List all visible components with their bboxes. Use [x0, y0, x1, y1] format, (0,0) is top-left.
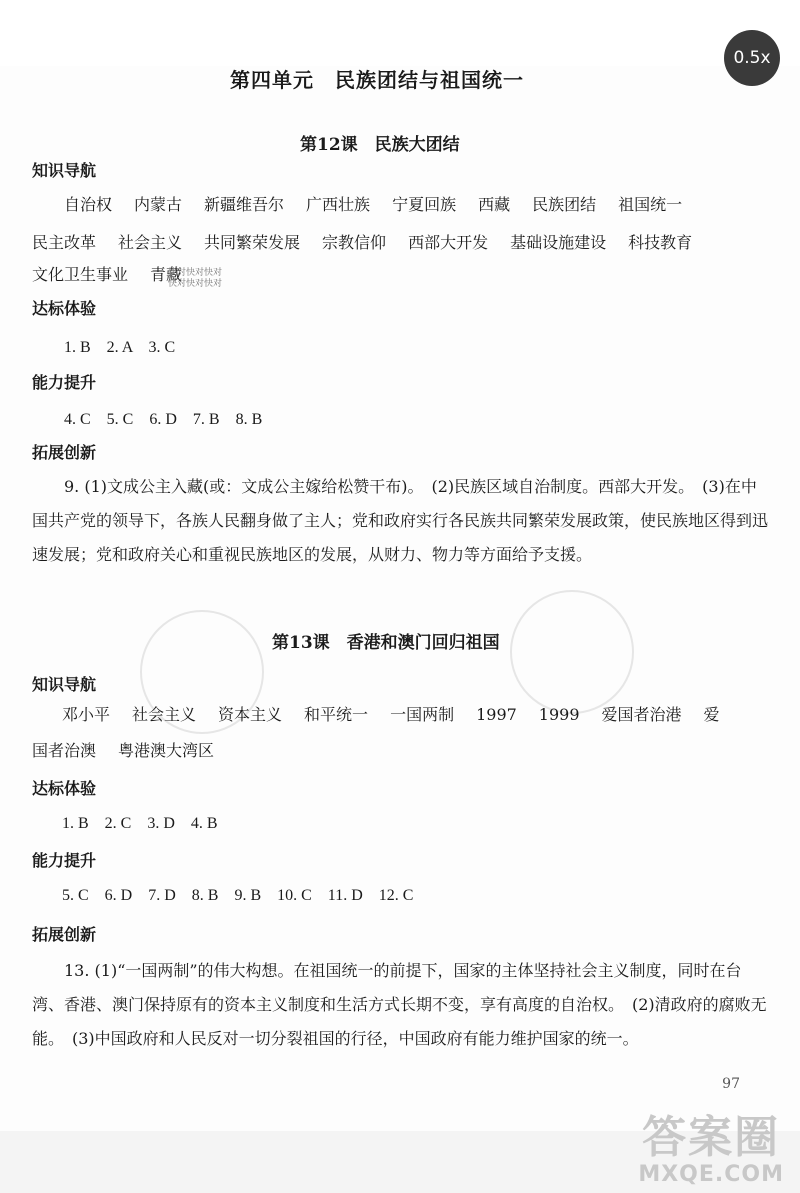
keyword: 粤港澳大湾区	[118, 741, 215, 760]
keyword: 内蒙古	[134, 195, 183, 214]
keyword: 1999	[538, 705, 580, 724]
keyword: 和平统一	[304, 705, 369, 724]
keyword: 西藏	[478, 195, 511, 214]
keyword: 国者治澳	[32, 741, 97, 760]
keyword: 科技教育	[628, 233, 693, 252]
keyword: 宗教信仰	[322, 233, 387, 252]
keyword: 文化卫生事业	[32, 265, 129, 284]
keyword: 基础设施建设	[510, 233, 607, 252]
zoom-level-button[interactable]: 0.5x	[724, 30, 780, 86]
section-ability: 能力提升	[32, 851, 97, 870]
keyword: 祖国统一	[618, 195, 683, 214]
section-expand: 拓展创新	[32, 443, 97, 462]
watermark-circle	[510, 590, 634, 714]
lesson-13-title: 第13课 香港和澳门回归祖国	[272, 633, 500, 653]
section-knowledge: 知识导航	[32, 675, 97, 694]
keyword-row-2	[32, 230, 714, 253]
keyword: 民族团结	[532, 195, 597, 214]
section-expand: 拓展创新	[32, 925, 97, 944]
keyword: 新疆维吾尔	[204, 195, 285, 214]
keyword: 爱国者治港	[601, 705, 682, 724]
standard-answers: 1. B 2. C 3. D 4. B	[62, 815, 218, 832]
keyword: 宁夏回族	[392, 195, 457, 214]
keyword: 社会主义	[132, 705, 197, 724]
keyword: 1997	[476, 705, 517, 724]
keyword: 广西壮族	[306, 195, 371, 214]
section-knowledge: 知识导航	[32, 161, 97, 180]
keyword: 爱	[703, 705, 720, 724]
top-bar	[0, 0, 800, 66]
expand-answer: 9. (1)文成公主入藏(或：文成公主嫁给松赞干布)。 (2)民族区域自治制度。西部大开发。 (3)在中国共产党的领导下，各族人民翻身做了主人；党和政府实行各民族共同繁荣发展政策，使民族地区得到迅速发展；党和政府关心和重视民族地区的发展，从财力、物力等方面给予支援。	[32, 477, 769, 564]
standard-answers: 1. B 2. A 3. C	[64, 339, 176, 356]
keyword: 一国两制	[390, 705, 455, 724]
keyword: 社会主义	[118, 233, 183, 252]
ability-answers: 5. C 6. D 7. D 8. B 9. B 10. C 11. D 12. C	[62, 887, 414, 904]
ability-answers: 4. C 5. C 6. D 7. B 8. B	[64, 411, 263, 428]
page-number: 97	[722, 1076, 740, 1092]
keyword: 青藏	[150, 265, 183, 284]
section-standard: 达标体验	[32, 299, 97, 318]
stamp-text: 快对快对快对 快对快对快对	[168, 268, 223, 289]
unit-title: 第四单元 民族团结与祖国统一	[230, 68, 524, 92]
keyword-row-1	[62, 702, 742, 725]
keyword: 民主改革	[32, 233, 97, 252]
watermark-logo: 答案圈 MXQE.COM	[638, 1112, 784, 1187]
keyword: 自治权	[64, 195, 113, 214]
keyword-row-2	[32, 738, 236, 761]
keyword: 资本主义	[218, 705, 283, 724]
keyword: 邓小平	[62, 705, 111, 724]
section-ability: 能力提升	[32, 373, 97, 392]
expand-answer: 13. (1)“一国两制”的伟大构想。在祖国统一的前提下，国家的主体坚持社会主义制度，同时在台湾、香港、澳门保持原有的资本主义制度和生活方式长期不变，享有高度的自治权。 (2)清政府的腐败无能。 (3)中国政府和人民反对一切分裂祖国的行径，中国政府有能力维护国家的统一。	[32, 961, 767, 1048]
keyword-row-1	[64, 192, 704, 215]
section-standard: 达标体验	[32, 779, 97, 798]
keyword: 西部大开发	[408, 233, 489, 252]
keyword: 共同繁荣发展	[204, 233, 301, 252]
lesson-12-title: 第12课 民族大团结	[300, 135, 460, 155]
